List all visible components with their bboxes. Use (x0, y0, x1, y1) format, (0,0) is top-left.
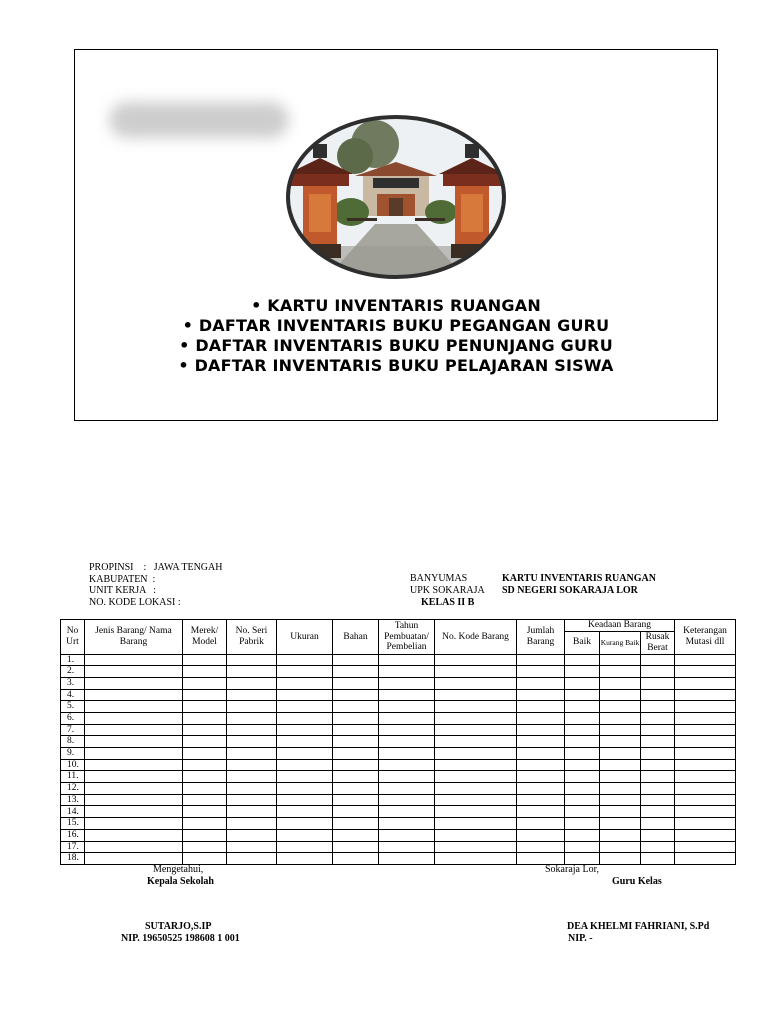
col-header-seri: No. Seri Pabrik (227, 620, 277, 655)
table-cell (435, 666, 517, 678)
school-name: SD NEGERI SOKARAJA LOR (502, 584, 638, 596)
row-number: 10. (61, 759, 85, 771)
table-cell (277, 724, 333, 736)
table-cell (641, 783, 675, 795)
table-row (61, 806, 736, 818)
table-cell (675, 841, 736, 853)
table-cell (277, 666, 333, 678)
table-cell (675, 748, 736, 760)
table-cell (435, 736, 517, 748)
table-cell (565, 654, 600, 666)
table-cell (277, 829, 333, 841)
table-cell (227, 701, 277, 713)
row-number: 8. (61, 736, 85, 748)
row-number: 2. (61, 666, 85, 678)
row-number: 4. (61, 689, 85, 701)
table-cell (333, 783, 379, 795)
table-cell (517, 853, 565, 865)
table-cell (517, 841, 565, 853)
table-cell (675, 806, 736, 818)
bullet-item: • KARTU INVENTARIS RUANGAN (75, 296, 717, 316)
table-cell (435, 701, 517, 713)
table-cell (565, 818, 600, 830)
table-cell (379, 712, 435, 724)
table-cell (675, 712, 736, 724)
table-cell (600, 677, 641, 689)
table-cell (379, 841, 435, 853)
table-cell (675, 794, 736, 806)
table-cell (675, 759, 736, 771)
table-cell (379, 677, 435, 689)
table-cell (183, 771, 227, 783)
table-cell (517, 806, 565, 818)
row-number: 13. (61, 794, 85, 806)
table-cell (435, 806, 517, 818)
row-number: 14. (61, 806, 85, 818)
table-cell (85, 736, 183, 748)
guru-kelas-title: Guru Kelas (612, 876, 662, 887)
table-cell (85, 853, 183, 865)
table-cell (85, 783, 183, 795)
table-cell (183, 689, 227, 701)
table-cell (565, 689, 600, 701)
table-cell (435, 724, 517, 736)
col-header-jenis: Jenis Barang/ Nama Barang (85, 620, 183, 655)
table-cell (379, 666, 435, 678)
row-number: 1. (61, 654, 85, 666)
table-cell (675, 677, 736, 689)
row-number: 3. (61, 677, 85, 689)
table-cell (333, 712, 379, 724)
col-header-ukuran: Ukuran (277, 620, 333, 655)
table-cell (227, 806, 277, 818)
kepala-sekolah-name: SUTARJO,S.IP (145, 921, 212, 932)
table-cell (675, 829, 736, 841)
cover-page (74, 49, 718, 421)
table-cell (277, 806, 333, 818)
table-cell (600, 689, 641, 701)
table-cell (333, 724, 379, 736)
table-cell (227, 724, 277, 736)
guru-kelas-name: DEA KHELMI FAHRIANI, S.Pd (567, 921, 710, 932)
table-cell (600, 818, 641, 830)
table-cell (435, 677, 517, 689)
table-cell (227, 712, 277, 724)
table-cell (641, 841, 675, 853)
table-cell (565, 794, 600, 806)
table-cell (517, 712, 565, 724)
table-cell (85, 771, 183, 783)
table-cell (183, 818, 227, 830)
table-row (61, 841, 736, 853)
col-header-merek: Merek/ Model (183, 620, 227, 655)
table-row (61, 689, 736, 701)
table-cell (675, 689, 736, 701)
table-cell (277, 748, 333, 760)
table-cell (379, 736, 435, 748)
row-number: 16. (61, 829, 85, 841)
col-header-keadaan: Keadaan Barang (565, 620, 675, 632)
col-header-kurang-baik: Kurang Baik (600, 631, 641, 654)
inventory-table (60, 619, 736, 865)
table-cell (641, 689, 675, 701)
table-cell (641, 806, 675, 818)
table-cell (227, 818, 277, 830)
table-cell (641, 677, 675, 689)
kode-lokasi-line: NO. KODE LOKASI : (89, 596, 181, 608)
table-cell (183, 701, 227, 713)
location-info (89, 562, 222, 608)
table-cell (277, 689, 333, 701)
table-cell (183, 806, 227, 818)
mengetahui-label: Mengetahui, (153, 864, 204, 875)
table-cell (435, 654, 517, 666)
table-cell (277, 677, 333, 689)
table-row (61, 759, 736, 771)
table-cell (600, 841, 641, 853)
table-cell (600, 736, 641, 748)
table-cell (333, 818, 379, 830)
col-header-rusak-berat: Rusak Berat (641, 631, 675, 654)
document-heading (502, 573, 656, 596)
table-cell (333, 806, 379, 818)
unit-kerja-line: UNIT KERJA : (89, 585, 157, 596)
table-cell (600, 666, 641, 678)
table-cell (227, 841, 277, 853)
table-row (61, 783, 736, 795)
table-cell (675, 783, 736, 795)
table-cell (641, 853, 675, 865)
table-cell (379, 794, 435, 806)
table-cell (379, 724, 435, 736)
col-header-baik: Baik (565, 631, 600, 654)
propinsi-line: PROPINSI : JAWA TENGAH (89, 562, 223, 573)
table-cell (183, 724, 227, 736)
table-cell (333, 759, 379, 771)
location-values (410, 573, 485, 596)
table-cell (183, 783, 227, 795)
table-cell (675, 853, 736, 865)
table-cell (183, 794, 227, 806)
table-cell (641, 666, 675, 678)
school-gate-photo (285, 114, 507, 280)
bullet-item: • DAFTAR INVENTARIS BUKU PEGANGAN GURU (75, 316, 717, 336)
table-cell (183, 677, 227, 689)
table-cell (675, 724, 736, 736)
table-row (61, 829, 736, 841)
table-cell (641, 724, 675, 736)
table-cell (565, 829, 600, 841)
table-cell (85, 759, 183, 771)
table-row (61, 701, 736, 713)
table-cell (85, 689, 183, 701)
table-row (61, 724, 736, 736)
table-cell (183, 841, 227, 853)
row-number: 17. (61, 841, 85, 853)
table-cell (227, 829, 277, 841)
table-row (61, 654, 736, 666)
table-cell (435, 771, 517, 783)
table-cell (435, 853, 517, 865)
table-cell (85, 818, 183, 830)
guru-kelas-nip: NIP. - (568, 933, 593, 944)
col-header-kode: No. Kode Barang (435, 620, 517, 655)
table-cell (435, 783, 517, 795)
table-cell (85, 806, 183, 818)
table-cell (641, 712, 675, 724)
table-row (61, 736, 736, 748)
table-cell (227, 666, 277, 678)
table-row (61, 677, 736, 689)
table-cell (565, 677, 600, 689)
table-cell (641, 829, 675, 841)
table-cell (435, 689, 517, 701)
table-cell (183, 712, 227, 724)
table-cell (227, 748, 277, 760)
table-cell (85, 724, 183, 736)
table-cell (517, 794, 565, 806)
table-cell (85, 666, 183, 678)
table-cell (183, 759, 227, 771)
table-row (61, 712, 736, 724)
table-cell (183, 829, 227, 841)
table-cell (435, 829, 517, 841)
table-cell (379, 783, 435, 795)
table-cell (641, 701, 675, 713)
table-cell (227, 736, 277, 748)
table-cell (277, 759, 333, 771)
table-cell (600, 771, 641, 783)
table-cell (277, 841, 333, 853)
table-cell (435, 759, 517, 771)
table-cell (435, 841, 517, 853)
table-cell (641, 818, 675, 830)
table-cell (641, 771, 675, 783)
table-row (61, 818, 736, 830)
table-cell (227, 783, 277, 795)
row-number: 5. (61, 701, 85, 713)
table-cell (227, 771, 277, 783)
table-cell (333, 794, 379, 806)
table-cell (379, 689, 435, 701)
col-header-no: No Urt (61, 620, 85, 655)
table-row (61, 853, 736, 865)
table-cell (641, 654, 675, 666)
col-header-tahun: Tahun Pembuatan/ Pembelian (379, 620, 435, 655)
table-cell (183, 748, 227, 760)
table-cell (333, 841, 379, 853)
table-cell (85, 794, 183, 806)
table-cell (517, 724, 565, 736)
table-cell (183, 736, 227, 748)
table-cell (641, 748, 675, 760)
table-cell (379, 701, 435, 713)
table-cell (517, 654, 565, 666)
table-cell (565, 771, 600, 783)
table-cell (333, 666, 379, 678)
table-cell (565, 759, 600, 771)
table-cell (379, 748, 435, 760)
table-cell (675, 654, 736, 666)
table-cell (277, 736, 333, 748)
table-cell (600, 712, 641, 724)
table-cell (565, 736, 600, 748)
table-cell (85, 677, 183, 689)
table-cell (517, 666, 565, 678)
table-cell (379, 654, 435, 666)
table-cell (600, 724, 641, 736)
table-cell (565, 853, 600, 865)
table-cell (517, 818, 565, 830)
table-cell (85, 654, 183, 666)
table-cell (600, 701, 641, 713)
document-title: KARTU INVENTARIS RUANGAN (502, 573, 656, 584)
table-cell (641, 759, 675, 771)
table-cell (277, 771, 333, 783)
table-cell (517, 783, 565, 795)
table-cell (227, 794, 277, 806)
table-row (61, 666, 736, 678)
table-row (61, 748, 736, 760)
table-cell (675, 818, 736, 830)
col-header-jumlah: Jumlah Barang (517, 620, 565, 655)
cover-bullet-list (75, 296, 717, 376)
row-number: 6. (61, 712, 85, 724)
table-cell (333, 677, 379, 689)
table-cell (565, 724, 600, 736)
table-cell (277, 712, 333, 724)
table-cell (85, 748, 183, 760)
unit-kerja-value: UPK SOKARAJA (410, 584, 485, 596)
table-cell (277, 818, 333, 830)
table-cell (517, 689, 565, 701)
kepala-sekolah-nip: NIP. 19650525 198608 1 001 (121, 933, 240, 944)
table-cell (85, 829, 183, 841)
row-number: 7. (61, 724, 85, 736)
table-cell (600, 748, 641, 760)
bullet-item: • DAFTAR INVENTARIS BUKU PENUNJANG GURU (75, 336, 717, 356)
table-cell (333, 689, 379, 701)
table-cell (675, 666, 736, 678)
table-cell (517, 736, 565, 748)
table-cell (517, 701, 565, 713)
table-cell (333, 701, 379, 713)
row-number: 15. (61, 818, 85, 830)
table-cell (277, 701, 333, 713)
table-cell (517, 759, 565, 771)
table-cell (641, 794, 675, 806)
table-cell (333, 736, 379, 748)
table-cell (600, 654, 641, 666)
table-cell (333, 748, 379, 760)
table-cell (600, 806, 641, 818)
table-cell (565, 783, 600, 795)
table-cell (183, 853, 227, 865)
table-cell (675, 701, 736, 713)
table-cell (517, 677, 565, 689)
table-cell (333, 771, 379, 783)
table-cell (565, 701, 600, 713)
kepala-sekolah-title: Kepala Sekolah (147, 876, 214, 887)
bullet-item: • DAFTAR INVENTARIS BUKU PELAJARAN SISWA (75, 356, 717, 376)
col-header-keterangan: Keterangan Mutasi dll (675, 620, 736, 655)
table-cell (85, 701, 183, 713)
table-row (61, 771, 736, 783)
table-cell (565, 666, 600, 678)
row-number: 18. (61, 853, 85, 865)
table-cell (565, 712, 600, 724)
table-cell (379, 829, 435, 841)
place-label: Sokaraja Lor, (545, 864, 600, 875)
table-cell (333, 829, 379, 841)
table-cell (277, 783, 333, 795)
table-cell (227, 759, 277, 771)
table-row (61, 794, 736, 806)
table-cell (600, 794, 641, 806)
table-cell (435, 748, 517, 760)
table-cell (183, 666, 227, 678)
table-cell (379, 806, 435, 818)
kabupaten-line: KABUPATEN : (89, 573, 156, 585)
table-cell (600, 853, 641, 865)
table-cell (565, 841, 600, 853)
table-cell (183, 654, 227, 666)
col-header-bahan: Bahan (333, 620, 379, 655)
row-number: 9. (61, 748, 85, 760)
table-cell (565, 748, 600, 760)
table-cell (600, 829, 641, 841)
table-cell (675, 736, 736, 748)
table-cell (565, 806, 600, 818)
table-cell (600, 759, 641, 771)
table-cell (85, 712, 183, 724)
table-cell (227, 853, 277, 865)
class-name: KELAS II B (421, 597, 475, 608)
row-number: 11. (61, 771, 85, 783)
table-cell (435, 712, 517, 724)
table-cell (517, 771, 565, 783)
table-cell (641, 736, 675, 748)
table-cell (277, 794, 333, 806)
table-cell (85, 841, 183, 853)
table-cell (227, 654, 277, 666)
table-cell (600, 783, 641, 795)
table-cell (379, 771, 435, 783)
table-cell (435, 818, 517, 830)
kabupaten-value: BANYUMAS (410, 573, 468, 584)
table-cell (277, 654, 333, 666)
table-cell (435, 794, 517, 806)
table-cell (379, 818, 435, 830)
blurred-logo (109, 102, 289, 138)
table-cell (227, 677, 277, 689)
table-cell (379, 853, 435, 865)
table-cell (277, 853, 333, 865)
row-number: 12. (61, 783, 85, 795)
table-cell (333, 853, 379, 865)
table-cell (675, 771, 736, 783)
table-cell (227, 689, 277, 701)
table-cell (333, 654, 379, 666)
table-cell (517, 748, 565, 760)
table-cell (517, 829, 565, 841)
table-cell (379, 759, 435, 771)
